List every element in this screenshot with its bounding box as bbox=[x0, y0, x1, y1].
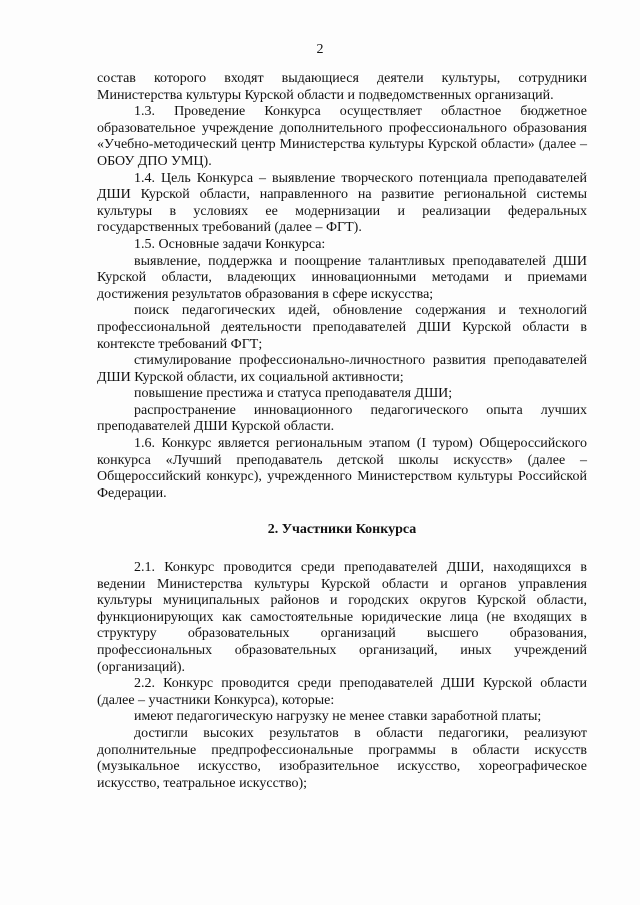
document-body bbox=[97, 71, 587, 792]
paragraph: состав которого входят выдающиеся деятели культуры, сотрудники Министерства культуры Курской области и подведомственных организаций. bbox=[97, 71, 587, 103]
paragraph: 1.5. Основные задачи Конкурса: bbox=[134, 236, 326, 252]
paragraph: поиск педагогических идей, обновление содержания и технологий профессиональной деятельности преподавателей ДШИ Курской области в контексте требований ФГТ; bbox=[97, 303, 587, 352]
section-2-heading: 2. Участники Конкурса bbox=[267, 522, 417, 538]
section-1 bbox=[97, 71, 587, 502]
paragraph: 2.2. Конкурс проводится среди преподавателей ДШИ Курской области (далее – участники Конкурса), которые: bbox=[97, 676, 587, 708]
paragraph: 2.1. Конкурс проводится среди преподавателей ДШИ, находящихся в ведении Министерства культуры Курской области и органов управления культуры муниципальных районов и городских округов Курской области, функционирующих как самостоятельные юридические лица (не входящих в структуру образовательных организаций высшего образования, профессиональных образовательных организаций, иных учреждений (организаций). bbox=[97, 560, 587, 675]
paragraph: 1.6. Конкурс является региональным этапом (I туром) Общероссийского конкурса «Лучший преподаватель детской школы искусств» (далее – Общероссийский конкурс), учрежденного Министерством культуры Российской Федерации. bbox=[97, 436, 587, 501]
paragraph: 1.3. Проведение Конкурса осуществляет областное бюджетное образовательное учреждение дополнительного профессионального образования «Учебно-методический центр Министерства культуры Курской области» (далее – ОБОУ ДПО УМЦ). bbox=[97, 104, 587, 169]
paragraph: распространение инновационного педагогического опыта лучших преподавателей ДШИ Курской области. bbox=[97, 402, 587, 435]
paragraph: 1.4. Цель Конкурса – выявление творческого потенциала преподавателей ДШИ Курской области, направленного на развитие региональной системы культуры в условиях ее модернизации и реализации федеральных государственных требований (далее – ФГТ). bbox=[97, 170, 587, 236]
section-2 bbox=[97, 560, 587, 792]
paragraph: имеют педагогическую нагрузку не менее ставки заработной платы; bbox=[134, 709, 542, 725]
paragraph: выявление, поддержка и поощрение талантливых преподавателей ДШИ Курской области, владеющих инновационными методами и приемами достижения результатов образования в сфере искусства; bbox=[97, 253, 587, 302]
page-number: 2 bbox=[316, 42, 324, 57]
paragraph: повышение престижа и статуса преподавателя ДШИ; bbox=[134, 386, 453, 402]
paragraph: стимулирование профессионально-личностного развития преподавателей ДШИ Курской области, их социальной активности; bbox=[97, 353, 587, 385]
paragraph: достигли высоких результатов в области педагогики, реализуют дополнительные предпрофессиональные программы в области искусств (музыкальное искусство, изобразительное искусство, хореографическое искусство, театральное искусство); bbox=[97, 725, 587, 791]
